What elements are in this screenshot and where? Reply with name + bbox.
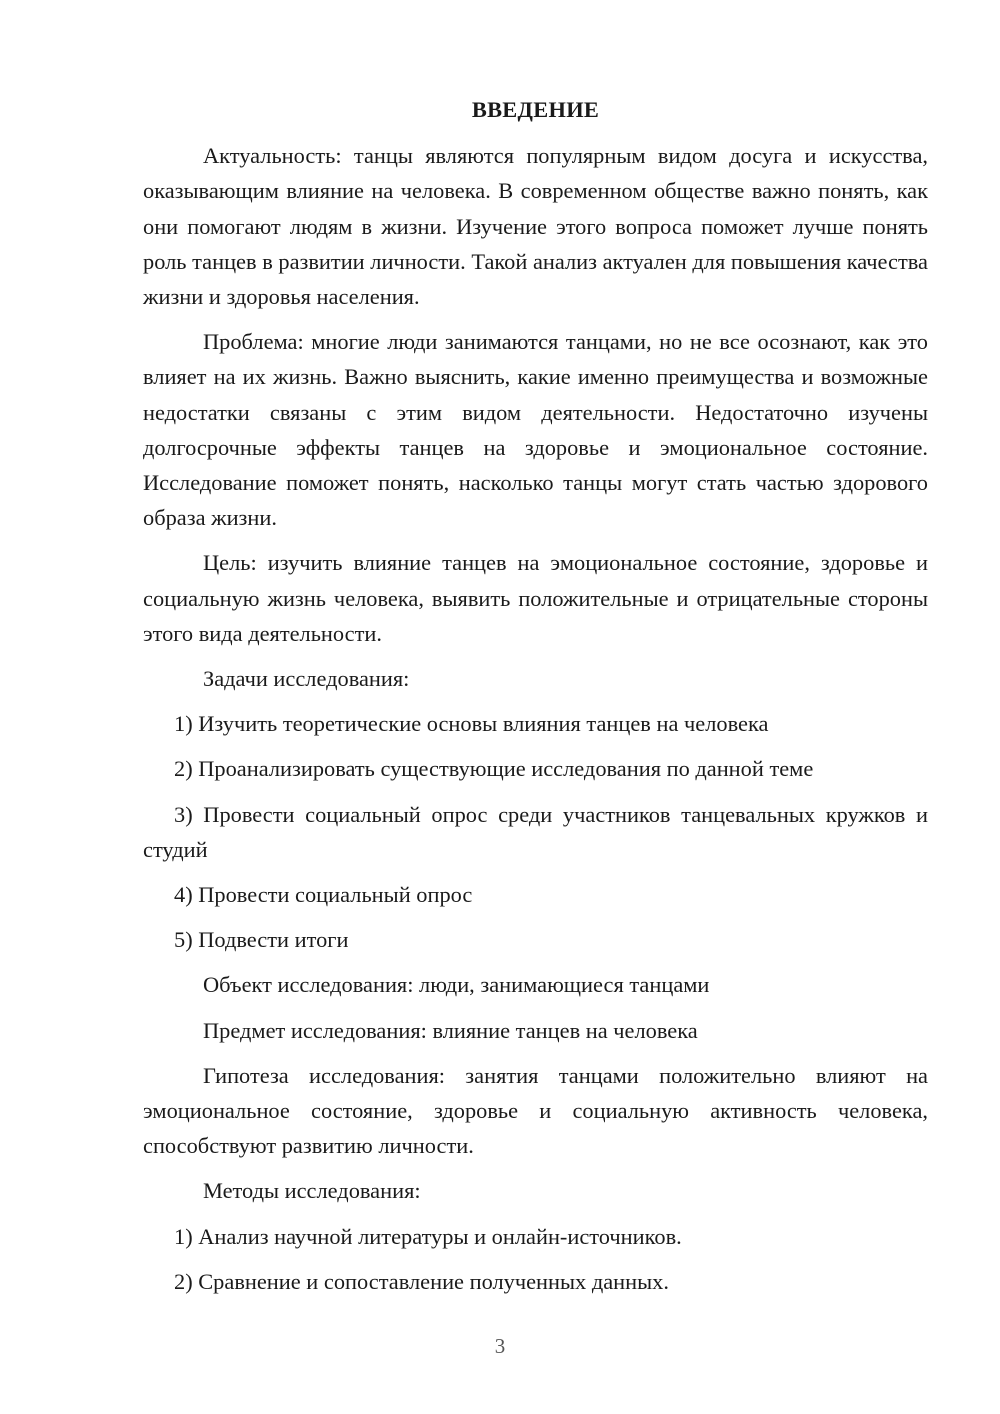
task-item-4: 4) Провести социальный опрос xyxy=(174,882,473,908)
method-item-1: 1) Анализ научной литературы и онлайн-источников. xyxy=(174,1223,682,1249)
relevance-paragraph: Актуальность: танцы являются популярным видом досуга и искусства, оказывающим влияние на человека. В современном обществе важно понять, как они помогают людям в жизни. Изучение этого вопроса поможет лучше понять роль танцев в развитии личности. Такой анализ актуален для повышения качества жизни и здоровья населения. xyxy=(143,143,928,310)
methods-heading: Методы исследования: xyxy=(203,1178,421,1204)
task-item-2: 2) Проанализировать существующие исследования по данной теме xyxy=(174,756,814,782)
task-item-5: 5) Подвести итоги xyxy=(174,927,349,953)
problem-paragraph: Проблема: многие люди занимаются танцами, но не все осознают, как это влияет на их жизнь. Важно выяснить, какие именно преимущества и возможные недостатки связаны с этим видом деятельности. Недостаточно изучены долгосрочные эффекты танцев на здоровье и эмоциональное состояние. Исследование поможет понять, насколько танцы могут стать частью здорового образа жизни. xyxy=(143,329,928,531)
task-item-1: 1) Изучить теоретические основы влияния танцев на человека xyxy=(174,711,769,737)
document-page xyxy=(143,92,928,1309)
hypothesis-paragraph: Гипотеза исследования: занятия танцами положительно влияют на эмоциональное состояние, здоровье и социальную активность человека, способствуют развитию личности. xyxy=(143,1062,928,1159)
tasks-heading: Задачи исследования: xyxy=(203,666,410,692)
object-line: Объект исследования: люди, занимающиеся танцами xyxy=(203,972,710,998)
method-item-2: 2) Сравнение и сопоставление полученных данных. xyxy=(174,1268,669,1294)
page-title: ВВЕДЕНИЕ xyxy=(471,97,600,122)
goal-paragraph: Цель: изучить влияние танцев на эмоциональное состояние, здоровье и социальную жизнь человека, выявить положительные и отрицательные стороны этого вида деятельности. xyxy=(143,550,928,646)
subject-line: Предмет исследования: влияние танцев на человека xyxy=(203,1017,698,1043)
page-number: 3 xyxy=(494,1334,506,1358)
task-item-3: 3) Провести социальный опрос среди участников танцевальных кружков и студий xyxy=(143,801,928,862)
